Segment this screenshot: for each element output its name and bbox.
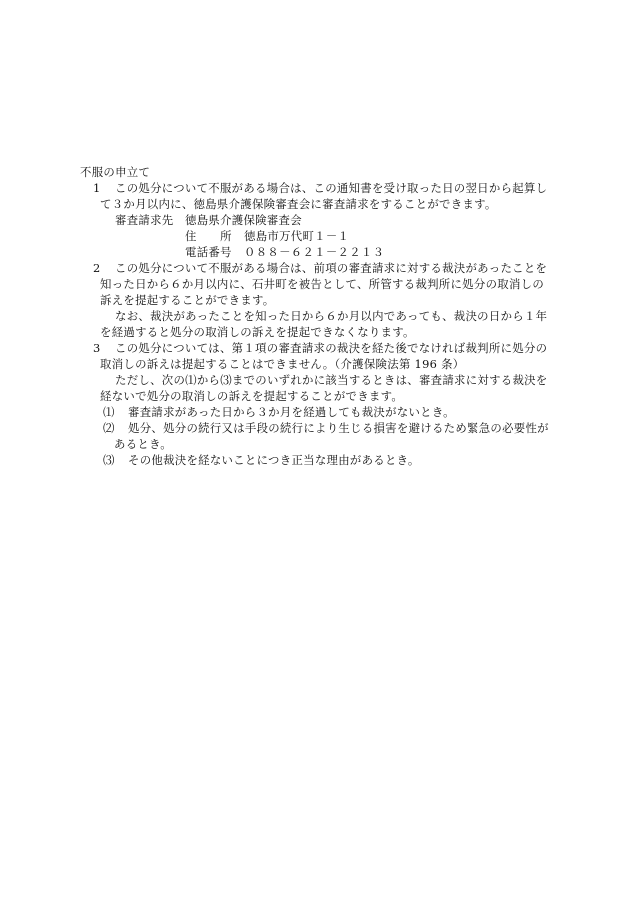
address-label: 住 所: [185, 229, 232, 243]
item-2-number: ⑵: [103, 421, 115, 435]
item-3-number: ⑶: [103, 453, 115, 467]
section-2-line-2: 知った日から６か月以内に、石井町を被告として、所管する裁判所に処分の取消しの: [100, 277, 545, 291]
item-2-line-2: あるとき。: [114, 437, 172, 451]
address-value: 徳島市万代町１－１: [244, 229, 350, 243]
item-3-text: その他裁決を経ないことにつき正当な理由があるとき。: [128, 453, 420, 467]
section-heading: 不服の申立て: [80, 165, 151, 179]
section-2-line-3: 訴えを提起することができます。: [100, 293, 275, 307]
item-2-line-1: 処分、処分の続行又は手段の続行により生じる損害を避けるため緊急の必要性が: [128, 421, 549, 435]
phone-label: 電話番号: [185, 245, 232, 259]
request-destination-label: 審査請求先: [115, 213, 174, 227]
section-1-line-1: この処分について不服がある場合は、この通知書を受け取った日の翌日から起算し: [115, 181, 548, 195]
item-1-number: ⑴: [103, 405, 115, 419]
request-destination-name: 徳島県介護保険審査会: [185, 213, 302, 227]
section-1-number: 1: [93, 181, 101, 195]
section-1-line-2: て３か月以内に、徳島県介護保険審査会に審査請求をすることができます。: [100, 197, 497, 211]
section-3-line-2: 取消しの訴えは提起することはできません。（介護保険法第 196 条）: [100, 357, 465, 371]
section-3-number: 3: [93, 341, 101, 355]
section-3-line-3: ただし、次の⑴から⑶までのいずれかに該当するときは、審査請求に対する裁決を: [115, 373, 548, 387]
section-2-number: 2: [93, 261, 101, 275]
section-3-line-4: 経ないで処分の取消しの訴えを提起することができます。: [100, 389, 404, 403]
item-1-text: 審査請求があった日から３か月を経過しても裁決がないとき。: [128, 405, 455, 419]
section-2-line-1: この処分について不服がある場合は、前項の審査請求に対する裁決があったことを: [115, 261, 548, 275]
section-2-line-5: を経過すると処分の取消しの訴えを提起できなくなります。: [100, 325, 415, 339]
section-3-line-1: この処分については、第１項の審査請求の裁決を経た後でなければ裁判所に処分の: [115, 341, 548, 355]
phone-value: ０８８－６２１－２２１３: [244, 245, 385, 259]
section-2-line-4: なお、裁決があったことを知った日から６か月以内であっても、裁決の日から１年: [115, 309, 548, 323]
